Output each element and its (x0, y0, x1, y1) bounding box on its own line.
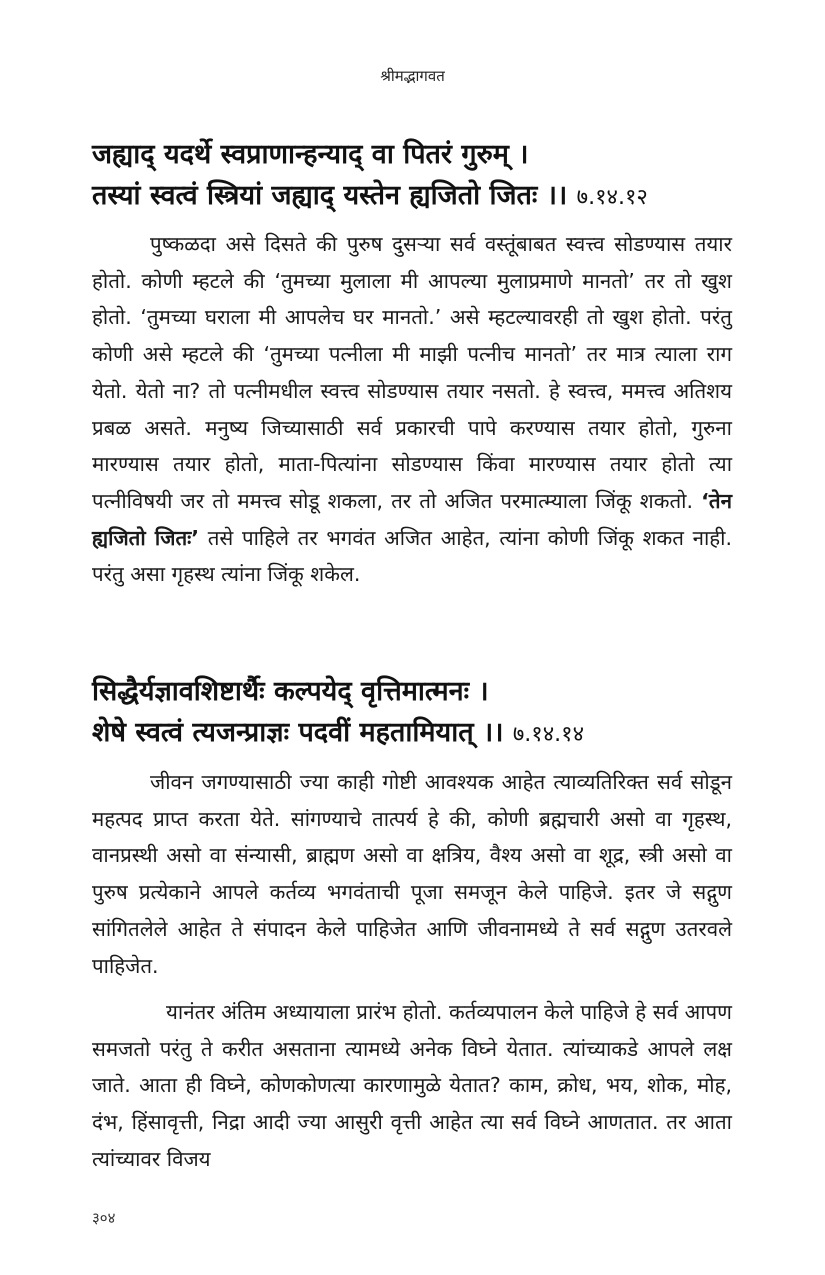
verse-line (92, 175, 742, 218)
commentary-paragraph (92, 226, 732, 593)
paragraph-text: तसे पाहिले तर भगवंत अजित आहेत, त्यांना कोणी जिंकू शकत नाही. परंतु असा गृहस्थ त्यांना जिंकू शकेल. (92, 525, 733, 587)
commentary-paragraph (92, 764, 732, 984)
verse-line-text: तस्यां स्वत्वं स्त्रियां जह्याद् यस्तेन ह्यजितो जितः ।। (92, 180, 568, 211)
paragraph-text: पुष्कळदा असे दिसते की पुरुष दुसऱ्या सर्व वस्तूंबाबत स्वत्त्व सोडण्यास तयार होतो. कोणी म्हटले की ‘तुमच्या मुलाला मी आपल्या मुलाप्रमाणे मानतो’ तर तो खुश होतो. ‘तुमच्या घराला मी आपलेच घर मानतो.’ असे म्हटल्यावरही तो खुश होतो. परंतु कोणी असे म्हटले की ‘तुमच्या पत्नीला मी माझी पत्नीच मानतो’ तर मात्र त्याला राग येतो. येतो ना? तो पत्नीमधील स्वत्त्व सोडण्यास तयार नसतो. हे स्वत्त्व, ममत्त्व अतिशय प्रबळ असते. मनुष्य जिच्यासाठी सर्व प्रकारची पापे करण्यास तयार होतो, गुरुना मारण्यास तयार होतो, माता-पित्यांना सोडण्यास किंवा मारण्यास तयार होतो त्या पत्नीविषयी जर तो ममत्त्व सोडू शकला, तर तो अजित परमात्म्याला जिंकू शकतो. (92, 232, 732, 513)
verse-line-text: शेषे स्वत्वं त्यजन्प्राज्ञः पदवीं महतामियात् ।। (92, 717, 504, 748)
verse-reference: ७.१४.१४ (512, 722, 585, 747)
emphasized-quote: ‘तेन ह्यजितो जितः’ (92, 488, 732, 550)
sanskrit-verse-7-14-14 (92, 671, 742, 755)
paragraph-text: यानंतर अंतिम अध्यायाला प्रारंभ होतो. कर्तव्यपालन केले पाहिजे हे सर्व आपण समजतो परंतु ते करीत असताना त्यामध्ये अनेक विघ्ने येतात. त्यांच्याकडे आपले लक्ष जाते. आता ही विघ्ने, कोणकोणत्या कारणामुळे येतात? काम, क्रोध, भय, शोक, मोह, दंभ, हिंसावृत्ती, निद्रा आदी ज्या आसुरी वृत्ती आहेत त्या सर्व विघ्ने आणतात. तर आता त्यांच्यावर विजय (92, 1000, 732, 1171)
running-head: श्रीमद्भागवत (380, 67, 445, 85)
verse-line (92, 712, 742, 755)
verse-line: सिद्धैर्यज्ञावशिष्टार्थैः कल्पयेद् वृत्तिमात्मनः । (92, 676, 489, 707)
paragraph-text: जीवन जगण्यासाठी ज्या काही गोष्टी आवश्यक आहेत त्याव्यतिरिक्त सर्व सोडून महत्पद प्राप्त करता येते. सांगण्याचे तात्पर्य हे की, कोणी ब्रह्मचारी असो वा गृहस्थ, वानप्रस्थी असो वा संन्यासी, ब्राह्मण असो वा क्षत्रिय, वैश्य असो वा शूद्र, स्त्री असो वा पुरुष प्रत्येकाने आपले कर्तव्य भगवंताची पूजा समजून केले पाहिजे. इतर जे सद्गुण सांगितलेले आहेत ते संपादन केले पाहिजेत आणि जीवनामध्ये ते सर्व सद्गुण उतरवले पाहिजेत. (92, 770, 732, 978)
verse-reference: ७.१४.१२ (576, 185, 648, 210)
commentary-paragraph (92, 994, 732, 1178)
page-number: ३०४ (92, 1209, 116, 1227)
verse-line: जह्याद् यदर्थे स्वप्राणान्हन्याद् वा पितरं गुरुम् । (92, 139, 529, 170)
sanskrit-verse-7-14-12 (92, 134, 742, 218)
